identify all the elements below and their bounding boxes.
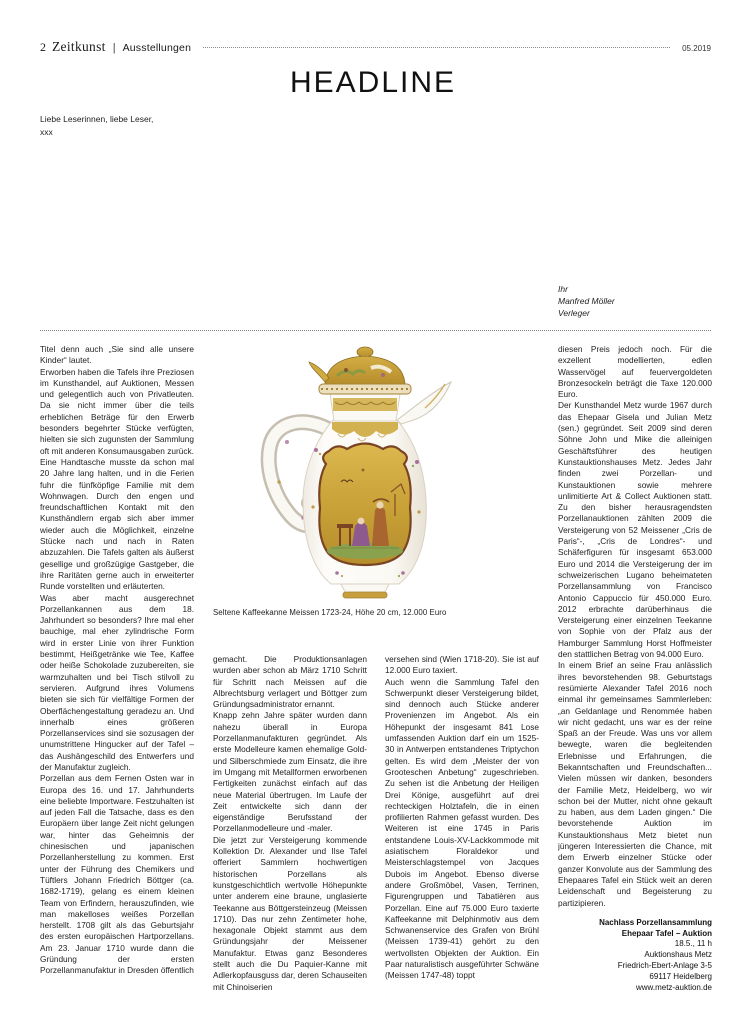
masthead bbox=[40, 39, 711, 55]
publisher-signature bbox=[558, 283, 711, 319]
publisher-name: Manfred Möller bbox=[558, 296, 615, 306]
masthead-separator: | bbox=[112, 42, 116, 54]
magazine-title: Zeitkunst bbox=[52, 39, 106, 54]
article-column-2 bbox=[213, 654, 367, 1020]
auction-title-line2: Ehepaar Tafel – Auktion bbox=[621, 928, 712, 938]
article-top-rule bbox=[40, 330, 711, 331]
auction-website: www.metz-auktion.de bbox=[635, 982, 712, 992]
paragraph: Die jetzt zur Versteigerung kommende Kollektion Dr. Alexander und Ilse Tafel offeriert Sammlern hochwertigen historischen Porzellans als kunstgeschichtlich wertvolle Höhepunkte unter anderem eine braune, unglasierte Teekanne aus Böttgersteinzeug (Meissen 1710). Das nur zehn Zentimeter hohe, hexagonale Objekt stammt aus dem Gründungsjahr der Meissener Manufaktur. Etwas ganz Besonderes stellt auch die Du Paquier-Kanne mit Adlerkopfausguss dar, deren Schauseiten mit Chinoiserien bbox=[213, 834, 367, 992]
auction-address-city: 69117 Heidelberg bbox=[649, 971, 712, 981]
paragraph: diesen Preis jedoch noch. Für die exzellent modellierten, edlen Wasservögel auf feuervergoldeten Bronzesockeln beträgt die Taxe 120.000 Euro. bbox=[558, 344, 712, 400]
kaffeekanne-illustration bbox=[213, 342, 539, 604]
dotted-leader bbox=[203, 47, 670, 48]
paragraph: Was aber macht ausgerechnet Porzellankannen aus dem 18. Jahrhundert so besonders? Ihre mal eher bauchige, mal eher zylindrische Form wird in erster Linie von ihrer Funktion bestimmt, Heißgetränke wie Tee, Kaffee oder heiße Schokolade zuzubereiten, sie warmzuhalten und bei Tisch stilvoll zu servieren. Aufgrund ihres Volumens bieten sie sich für vielfältige Formen der Oberflächengestaltung geradezu an. Und innerhalb eines größeren Porzellanservices sind sie sozusagen der unumstrittene Hingucker auf der Tafel – das Aushängeschild des Entwerfers und der Manufaktur zugleich. bbox=[40, 592, 194, 772]
article-column-1 bbox=[40, 344, 194, 1020]
figure-caption: Seltene Kaffeekanne Meissen 1723-24, Höhe 20 cm, 12.000 Euro bbox=[213, 608, 447, 617]
paragraph: Erworben haben die Tafels ihre Preziosen im Kunsthandel, auf Auktionen, Messen und gelegentlich auch von Privatleuten. Da sie nicht immer über die teils erheblichen Beträge für den Erwerb besonders begehrter Stücke verfügten, hielten sie sich zugunsten der Sammlung oft mit anderen Konsumausgaben zurück. Eine Handtasche musste da schon mal 20 Jahre lang halten, und in die Ferien fuhr die fünfköpfige Familie mit dem Wohnwagen. Durch den engen und freundschaftlichen Kontakt mit den Kunsthändlern ergab sich aber immer wieder auch die Möglichkeit, einzelne Stücke nach und nach in Raten abzuzahlen. Die Tafels galten als äußerst gesellige und großzügige Gastgeber, die ihre Raritäten gerne auch in erweiterter Runde vorstellten und erläuterten. bbox=[40, 366, 194, 592]
paragraph: Knapp zehn Jahre später wurden dann nahezu überall in Europa Porzellanmanufakturen gegründet. Als erste Modelleure kamen ehemalige Gold- und Silberschmiede zum Einsatz, die ihre im Umgang mit Metallformen erworbenen Fertigkeiten zunächst einfach auf das neue Material übertrugen. Im Laufe der Zeit entwickelte sich dann der eigenständige Berufsstand der Porzellanmodelleure und -maler. bbox=[213, 710, 367, 834]
paragraph: In einem Brief an seine Frau anlässlich ihres bevorstehenden 98. Geburtstags resümierte Alexander Tafel 2016 noch einmal ihr gemeinsames Sammlerleben: „an Geldanlage und Renommée haben wir nicht gedacht, uns war es der reine Spaß an der Freude. Was uns vor allem bewegte, waren die begleitenden Erlebnisse und Erfahrungen, die Bekanntschaften und Freundschaften... Vielen müssen wir danken, besonders der Familie Metz, Heidelberg, wo wir schon bei der Mutter, nicht ohne gekauft zu haben, aus dem Laden gingen.“ Die bevorstehende Auktion im Kunstauktionshaus Metz bietet nun jüngeren Interessierten die Chance, mit dem Erwerb einzelner Stücke oder ganzer Konvolute aus der Sammlung des Ehepaares Tafel ein Stück weit an deren Leidenschaft und Begeisterung zu partizipieren. bbox=[558, 660, 712, 908]
section-label: Ausstellungen bbox=[122, 42, 192, 54]
publisher-role: Verleger bbox=[558, 308, 590, 318]
auction-title-line1: Nachlass Porzellansammlung bbox=[599, 917, 712, 927]
page-number: 2 bbox=[40, 40, 46, 54]
auction-date: 18.5., 11 h bbox=[674, 939, 712, 949]
kaffeekanne-image bbox=[213, 342, 539, 604]
paragraph: Der Kunsthandel Metz wurde 1967 durch das Ehepaar Gisela und Julian Metz (sen.) gegründet. Seit 2009 sind deren Söhne John und Mike die alleinigen Geschäftsführer des heutigen Kunstauktionshauses Metz. Jedes Jahr finden zwei Porzellan- und Kunstauktionen sowie mehrere unlimitierte Art & Collect Auktionen statt. Zu den bisher herausragendsten Porzellanauktionen zählten 2009 die Versteigerung von 52 Meissener „Cris de Paris“-, „Cris de Londres“- und Schäferfiguren für insgesamt 653.000 Euro und 2014 die Versteigerung der im schweizerischen Lugano beheimateten Porzellansammlung von Francisco Antonio Cappuccio für 450.000 Euro. 2012 erbrachte darüberhinaus die Versteigerung einer einzelnen Teekanne von Sophie von der Pfalz aus der Hamburger Sammlung Horst Hoffmeister den stattlichen Betrag von 94.000 Euro. bbox=[558, 400, 712, 660]
editorial-intro bbox=[40, 113, 153, 139]
paragraph: Titel denn auch „Sie sind alle unsere Kinder“ lautet. bbox=[40, 344, 194, 366]
issue-date: 05.2019 bbox=[682, 44, 711, 53]
paragraph: Porzellan aus dem Fernen Osten war in Europa des 16. und 17. Jahrhunderts eine beliebte Importware. Festzuhalten ist auf jeden Fall die Tatsache, dass es den Europäern über lange Zeit nicht gelungen war, hinter das Geheimnis der chinesischen und japanischen Porzellanherstellung zu kommen. Erst unter der Führung des Chemikers und Tüftlers Johann Friedrich Böttger (ca. 1682-1719), gelang es einem kleinen Team von Erfindern, herauszufinden, wie man makelloses weißes Porzellan herstellt. 1708 gilt als das Geburtsjahr des ersten europäischen Hartporzellans. Am 23. Januar 1710 wurde dann die Gründung der ersten Porzellanmanufaktur in Dresden öffentlich bbox=[40, 773, 194, 976]
signature-salutation: Ihr bbox=[558, 284, 568, 294]
salutation: Liebe Leserinnen, liebe Leser, bbox=[40, 114, 154, 124]
paragraph: versehen sind (Wien 1718-20). Sie ist auf 12.000 Euro taxiert. bbox=[385, 654, 539, 676]
intro-placeholder: xxx bbox=[40, 127, 53, 137]
auction-house: Auktionshaus Metz bbox=[644, 950, 712, 960]
article-column-4 bbox=[558, 344, 712, 1020]
auction-info-box bbox=[558, 918, 712, 994]
auction-address-street: Friedrich-Ebert-Anlage 3-5 bbox=[617, 961, 712, 971]
paragraph: Auch wenn die Sammlung Tafel den Schwerpunkt dieser Versteigerung bildet, sind dennoch auch Stücke anderer Provenienzen im Angebot. Als ein Höhepunkt der insgesamt 841 Lose umfassenden Auktion darf ein um 1525-30 in Antwerpen entstandenes Triptychon gelten. Es wird dem „Meister der von Grooteschen Anbetung“ zugeschrieben. Zu sehen ist die Anbetung der Heiligen Drei Könige, ausgeführt auf drei rechteckigen Holztafeln, die in einen profilierten Rahmen gefasst wurden. Des Weiteren ist eine 1745 in Paris entstandene Louis-XV-Lackkommode mit asiatischem Floraldekor und Meisterschlagstempel von Jacques Dubois im Angebot. Ebenso diverse andere Großmöbel, Vasen, Terrinen, Figurengruppen und Tabatièren aus Porzellan. Eine auf 75.000 Euro taxierte Kaffeekanne mit Delphinmotiv aus dem Schwanenservice des Grafen von Brühl (Meissen 1739-41) gehört zu den wertvollsten Objekten der Auktion. Ein Paar naturalistisch ausgeführter Schwäne (Meissen 1747-48) toppt bbox=[385, 676, 539, 981]
article-headline: HEADLINE bbox=[289, 66, 457, 99]
paragraph: gemacht. Die Produktionsanlagen wurden aber schon ab März 1710 Schritt für Schritt nach Meissen auf die Albrechtsburg verlagert und Böttger zum Gründungsadministrator ernannt. bbox=[213, 654, 367, 710]
article-column-3 bbox=[385, 654, 539, 1020]
